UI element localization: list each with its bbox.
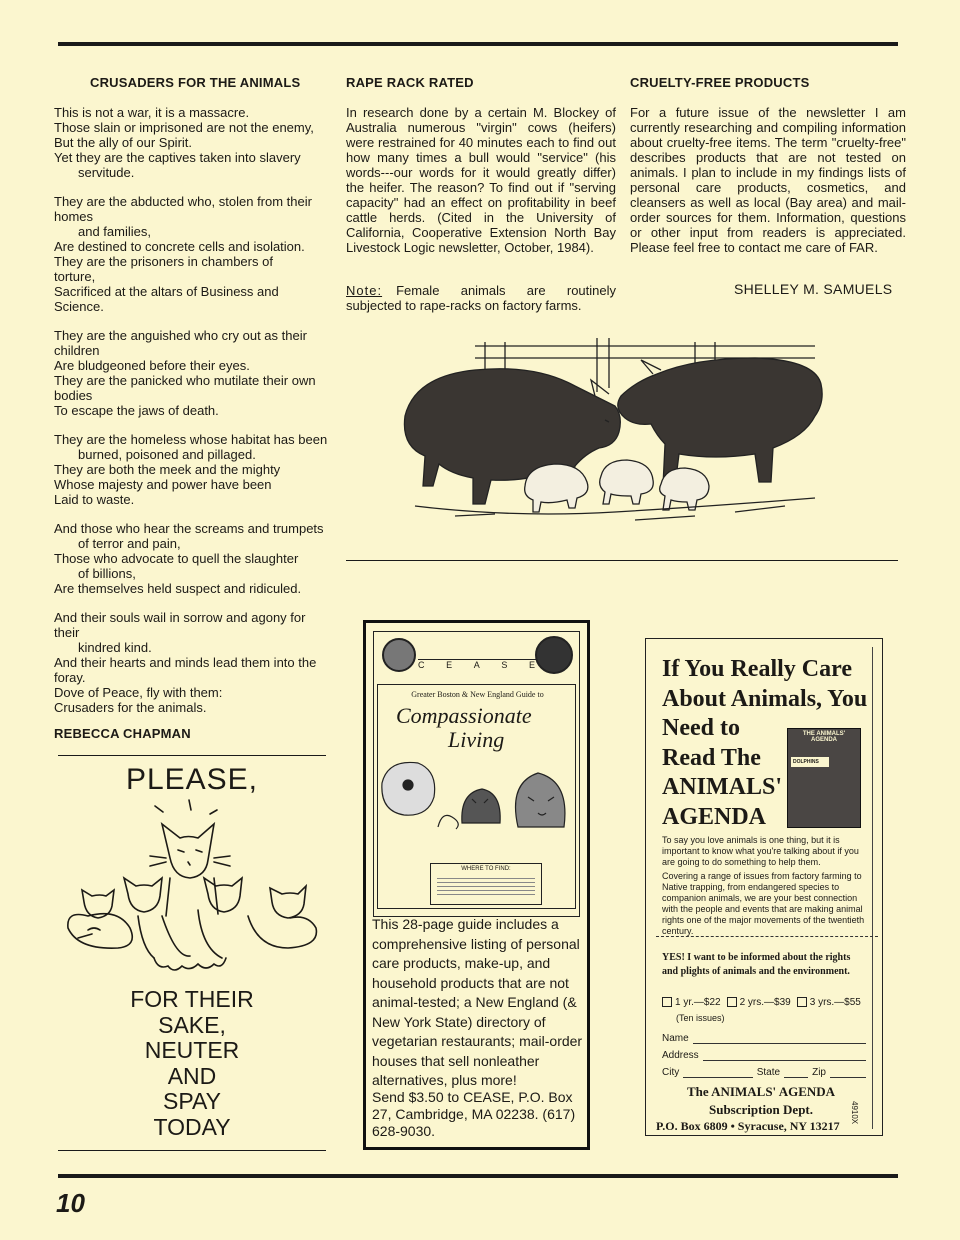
neuter-line: AND — [167, 1062, 217, 1089]
pigs-illustration — [395, 336, 825, 526]
cease-letter: C — [418, 660, 426, 670]
poem-line: and families, — [78, 224, 151, 239]
poem-line: their — [54, 625, 80, 640]
animals-agenda-ad — [645, 638, 883, 1136]
cat-outline — [204, 878, 242, 912]
subscription-option-label: 2 yrs.—$39 — [739, 997, 791, 1008]
subscription-option[interactable] — [797, 997, 861, 1008]
poem-line: of terror and pain, — [78, 536, 181, 551]
compassionate-title: Compassionate — [396, 703, 532, 728]
poem-line: They are the panicked who mutilate their own — [54, 373, 316, 388]
rape-rack-title: RAPE RACK RATED — [346, 75, 474, 90]
agenda-address-2: Subscription Dept. — [708, 1102, 814, 1117]
neuter-message — [58, 987, 326, 1140]
living-title: Living — [448, 727, 505, 752]
cease-logo-letters — [418, 659, 536, 670]
poem-line: Whose majesty and power have been — [54, 477, 272, 492]
piglet — [660, 468, 709, 510]
poem-line: And those who hear the screams and trumpets — [54, 521, 324, 536]
city-state-zip-field[interactable] — [662, 1067, 866, 1078]
neuter-ad — [58, 760, 326, 1145]
poem-line: They are the homeless whose habitat has been — [54, 432, 328, 447]
poem-stanza — [54, 432, 330, 507]
poem-line: Yet they are the captives taken into slavery — [54, 150, 301, 165]
cease-letter: S — [501, 660, 509, 670]
checkbox-icon[interactable] — [797, 997, 807, 1007]
cease-ad — [363, 620, 590, 1150]
subscription-options — [662, 997, 878, 1008]
cruelty-free-author: SHELLEY M. SAMUELS — [734, 281, 893, 297]
poem-line: This is not a war, it is a massacre. — [54, 105, 250, 120]
bottom-rule — [58, 1174, 898, 1178]
agenda-yes-text: YES! I want to be informed about the rights and plights of animals and the environment. — [662, 952, 851, 977]
cease-description: This 28-page guide includes a comprehensive listing of personal care products, make-up, and household products that are not animal-tested; a New England (& New York State) directory of vegetarian restaurants; mail-order houses that sell nonleather alternatives, plus more! — [372, 916, 583, 1088]
coupon-cut-line — [656, 936, 878, 937]
where-to-find-box — [430, 863, 542, 905]
poem-author: REBECCA CHAPMAN — [54, 726, 191, 741]
poem-line: And their souls wail in sorrow and agony for — [54, 610, 306, 625]
poem — [54, 105, 330, 729]
cruelty-free-body: For a future issue of the newsletter I am currently researching and compiling information about cruelty-free items. The term "cruelty-free" describes products that are not tested on animals. I plan to include in my findings lists of personal care products, cosmetics, and cleansers as well as local (Bay area) and mail-order sources for them. Information, questions or other input from readers is appreciated. Please feel free to contact me care of FAR. — [630, 105, 906, 255]
piglet — [600, 460, 654, 504]
cease-letter: A — [473, 660, 481, 670]
poem-line: burned, poisoned and pillaged. — [78, 447, 256, 462]
subscription-option-label: 3 yrs.—$55 — [809, 997, 861, 1008]
where-to-find-lines — [437, 875, 535, 897]
cat-outline — [162, 824, 214, 878]
poem-line: Laid to waste. — [54, 492, 135, 507]
cats-illustration — [58, 798, 326, 978]
please-ad-bottom-rule — [58, 1150, 326, 1151]
poem-line: They are the prisoners in chambers of — [54, 254, 273, 269]
agenda-headline-line: About Animals, You — [662, 685, 868, 712]
poem-line: kindred kind. — [78, 640, 152, 655]
poem-line: They are both the meek and the mighty — [54, 462, 281, 477]
poem-stanza — [54, 194, 330, 314]
poem-stanza — [54, 328, 330, 418]
cease-cover-inner — [377, 684, 576, 909]
subscription-option[interactable] — [662, 997, 721, 1008]
poem-line: Sacrificed at the altars of Business and — [54, 284, 279, 299]
magazine-cover — [787, 728, 861, 828]
agenda-headline-line: Read The — [662, 744, 761, 771]
please-ad-top-rule — [58, 755, 326, 756]
state-label: State — [756, 1067, 781, 1078]
name-field[interactable] — [662, 1033, 866, 1044]
magazine-cover-title: THE ANIMALS' AGENDA — [802, 731, 846, 743]
agenda-headline-line: Need to — [662, 715, 740, 741]
agenda-address-1: The ANIMALS' AGENDA — [686, 1084, 836, 1099]
poem-line: Science. — [54, 299, 104, 314]
cruelty-free-title: CRUELTY-FREE PRODUCTS — [630, 75, 810, 90]
cease-cover — [373, 631, 580, 917]
note-text: Female animals are routinely subjected to rape-racks on factory farms. — [346, 283, 616, 313]
poem-stanza — [54, 105, 330, 180]
neuter-line: FOR THEIR — [130, 986, 254, 1012]
rape-rack-body: In research done by a certain M. Blockey of Australia numerous "virgin" cows (heifers) were restrained for 40 minutes each to find out how many times a bull would "service" (his words---our words for it would greatly differ) the heifer. The reason? To find out if "serving capacity" had an effect on profitability in beef cattle herds. (Cited in the University of California, Cooperative Extension North Bay Livestock Logic newsletter, October, 1984). — [346, 105, 616, 255]
agenda-code: 4910X — [850, 1101, 859, 1125]
guide-line: Greater Boston & New England Guide to — [411, 690, 544, 699]
where-to-find-label: WHERE TO FIND: — [461, 866, 511, 872]
cease-letter: E — [446, 660, 454, 670]
poem-line: And their hearts and minds lead them into the — [54, 655, 317, 670]
agenda-para2: Covering a range of issues from factory farming to Native trapping, from endangered species to companion animals, we are your best connection with the people and events that are making animal rights one of the major movements of the twentieth century. — [662, 871, 865, 936]
address-label: Address — [662, 1050, 699, 1061]
poem-line: children — [54, 343, 100, 358]
please-heading: PLEASE, — [125, 763, 259, 796]
poem-line: Are themselves held suspect and ridiculed. — [54, 581, 302, 596]
checkbox-icon[interactable] — [662, 997, 672, 1007]
magazine-cover-label: DOLPHINS — [791, 757, 829, 767]
poem-line: Those who advocate to quell the slaughter — [54, 551, 299, 566]
agenda-headline-line: If You Really Care — [662, 656, 852, 682]
agenda-form — [662, 1027, 866, 1078]
cat-outline — [270, 886, 306, 918]
agenda-headline-line: AGENDA — [662, 803, 767, 830]
address-field[interactable] — [662, 1050, 866, 1061]
animals-collage — [378, 753, 577, 833]
cease-letter: E — [528, 660, 536, 670]
poem-line: bodies — [54, 388, 93, 403]
poem-line: But the ally of our Spirit. — [54, 135, 193, 150]
poem-line: foray. — [54, 670, 86, 685]
city-label: City — [662, 1067, 680, 1078]
pig-section-rule — [346, 560, 898, 561]
poem-line: To escape the jaws of death. — [54, 403, 219, 418]
poem-stanza — [54, 521, 330, 596]
issues-note: (Ten issues) — [676, 1013, 725, 1023]
neuter-line: SAKE, — [158, 1011, 226, 1038]
poem-line: They are the abducted who, stolen from their — [54, 194, 312, 209]
neuter-line: SPAY — [163, 1088, 221, 1114]
cease-send: Send $3.50 to CEASE, P.O. Box 27, Cambridge, MA 02238. (617) 628-9030. — [372, 1089, 576, 1139]
poem-line: servitude. — [78, 165, 135, 180]
agenda-para1: To say you love animals is one thing, but it is important to know what you're talking about if you are going to do something to help them. — [662, 835, 859, 867]
neuter-line: TODAY — [153, 1113, 231, 1140]
poem-line: Those slain or imprisoned are not the enemy, — [54, 120, 314, 135]
name-label: Name — [662, 1033, 689, 1044]
checkbox-icon[interactable] — [727, 997, 737, 1007]
poem-line: of billions, — [78, 566, 136, 581]
subscription-option[interactable] — [727, 997, 791, 1008]
page-number: 10 — [56, 1188, 85, 1218]
zip-label: Zip — [812, 1067, 826, 1078]
poem-stanza — [54, 610, 330, 715]
top-rule — [58, 42, 898, 46]
poem-line: homes — [54, 209, 94, 224]
poem-title: CRUSADERS FOR THE ANIMALS — [90, 75, 301, 90]
neuter-line: NEUTER — [144, 1037, 240, 1063]
note-label: Note: — [346, 283, 383, 298]
pig-right — [618, 358, 822, 486]
poem-line: Are destined to concrete cells and isolation. — [54, 239, 305, 254]
agenda-address-3: P.O. Box 6809 • Syracuse, NY 13217 — [656, 1119, 840, 1133]
poem-line: torture, — [54, 269, 96, 284]
rape-rack-note — [346, 283, 616, 313]
poem-line: Crusaders for the animals. — [54, 700, 207, 715]
poem-line: Dove of Peace, fly with them: — [54, 685, 223, 700]
poem-line: They are the anguished who cry out as their — [54, 328, 307, 343]
agenda-headline-line: ANIMALS' — [662, 774, 783, 800]
cease-logo-right — [535, 636, 573, 674]
subscription-option-label: 1 yr.—$22 — [675, 997, 721, 1008]
poem-line: Are bludgeoned before their eyes. — [54, 358, 250, 373]
piglet — [525, 464, 588, 512]
cease-logo-left — [382, 638, 416, 672]
cat-outline — [124, 878, 162, 912]
